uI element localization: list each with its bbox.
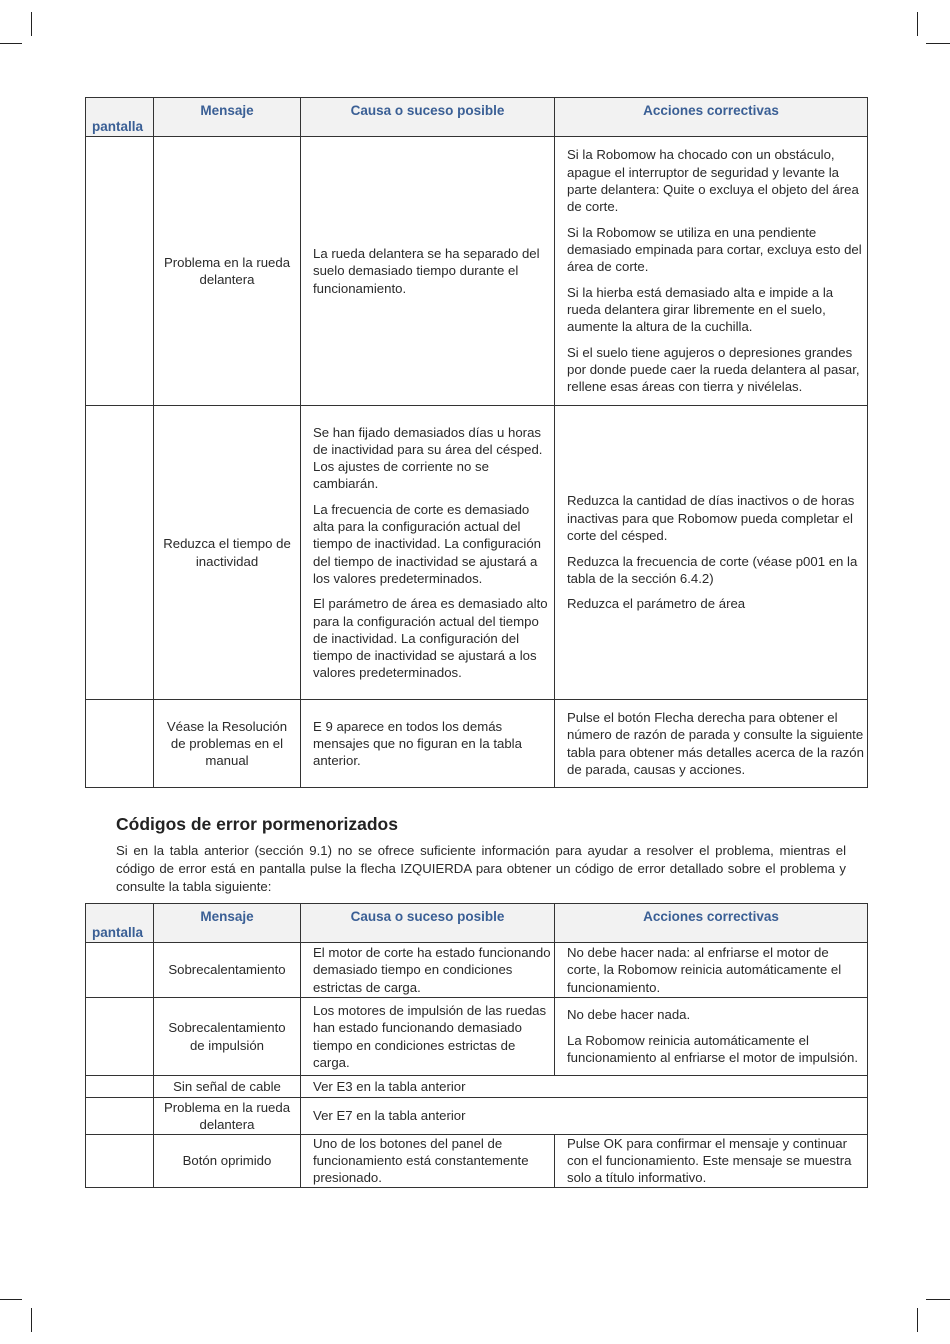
cause-cell <box>301 943 555 998</box>
merged-cell: Ver E3 en la tabla anterior <box>301 1076 868 1098</box>
action-text: Pulse OK para confirmar el mensaje y continuar con el funcionamiento. Este mensaje se muestra solo a título informativo. <box>567 1136 852 1186</box>
cause-text: Los motores de impulsión de las ruedas han estado funcionando demasiado tiempo en condiciones estrictas de carga. <box>313 1003 547 1070</box>
header-message-label: Mensaje <box>200 909 254 924</box>
header-cause <box>301 904 555 943</box>
actions-cell <box>555 137 868 406</box>
action-text: Pulse el botón Flecha derecha para obtener el número de razón de parada y consulte la siguiente tabla para obtener más detalles acerca de la razón de parada, causas y acciones. <box>567 710 864 777</box>
table-header-row <box>86 98 868 137</box>
cause-cell <box>301 1135 555 1188</box>
header-message-label: Mensaje <box>200 103 254 118</box>
table-row <box>86 137 868 406</box>
actions-cell <box>555 700 868 788</box>
merged-cell: Ver E7 en la tabla anterior <box>301 1098 868 1135</box>
cause-text: La frecuencia de corte es demasiado alta para la configuración actual del tiempo de inactividad. La configuración del tiempo de inactividad se ajustará a los valores predeterminados. <box>313 501 541 586</box>
header-message <box>154 904 301 943</box>
table-row <box>86 1098 868 1135</box>
screen-cell <box>86 700 154 788</box>
action-text: No debe hacer nada: al enfriarse el motor de corte, la Robomow reinicia automáticamente el funcionamiento. <box>567 945 842 995</box>
error-table-main <box>85 97 868 788</box>
crop-mark <box>0 43 22 44</box>
table-row <box>86 406 868 700</box>
crop-mark <box>917 1308 918 1332</box>
crop-mark <box>917 12 918 36</box>
message-cell: Sin señal de cable <box>154 1076 301 1098</box>
header-screen-label: pantalla <box>92 118 144 134</box>
header-screen <box>86 904 154 943</box>
crop-mark <box>926 43 950 44</box>
header-cause-label: Causa o suceso posible <box>350 103 505 118</box>
cause-text: Uno de los botones del panel de funcionamiento está constantemente presionado. <box>313 1136 529 1186</box>
message-cell: Reduzca el tiempo de inactividad <box>154 406 301 700</box>
header-actions-label: Acciones correctivas <box>643 103 779 118</box>
screen-cell <box>86 137 154 406</box>
header-actions <box>555 98 868 137</box>
action-text: Reduzca la cantidad de días inactivos o de horas inactivas para que Robomow pueda completar el corte del césped. <box>567 493 855 543</box>
action-text: Reduzca la frecuencia de corte (véase p001 en la tabla de la sección 6.4.2) <box>567 553 858 586</box>
message-cell: Botón oprimido <box>154 1135 301 1188</box>
cause-cell <box>301 700 555 788</box>
action-text: Si la hierba está demasiado alta e impide a la rueda delantera girar libremente en el suelo, aumente la altura de la cuchilla. <box>567 284 834 335</box>
header-message <box>154 98 301 137</box>
screen-cell <box>86 1135 154 1188</box>
message-cell: Sobrecalentamiento de impulsión <box>154 998 301 1076</box>
screen-cell <box>86 406 154 700</box>
screen-cell <box>86 943 154 998</box>
screen-cell <box>86 1098 154 1135</box>
header-screen <box>86 98 154 137</box>
action-text: La Robomow reinicia automáticamente el funcionamiento al enfriarse el motor de impulsión. <box>567 1033 859 1066</box>
screen-cell <box>86 998 154 1076</box>
action-text: Si el suelo tiene agujeros o depresiones grandes por donde puede caer la rueda delantera al pasar, rellene esas áreas con tierra y nivélelas. <box>567 344 860 395</box>
section-paragraph: Si en la tabla anterior (sección 9.1) no se ofrece suficiente información para ayudar a resolver el problema, mientras el código de error está en pantalla pulse la flecha IZQUIERDA para obtener un código de error detallado sobre el problema y consulte la tabla siguiente: <box>116 843 846 894</box>
action-text: Reduzca el parámetro de área <box>567 596 746 612</box>
table-row <box>86 998 868 1076</box>
header-actions <box>555 904 868 943</box>
actions-cell <box>555 943 868 998</box>
action-text: Si la Robomow se utiliza en una pendiente demasiado empinada para cortar, excluya esto del área de corte. <box>567 224 862 275</box>
message-cell: Véase la Resolución de problemas en el manual <box>154 700 301 788</box>
table-row <box>86 1076 868 1098</box>
section-title: Códigos de error pormenorizados <box>116 814 398 834</box>
table-row <box>86 1135 868 1188</box>
table-row <box>86 700 868 788</box>
header-actions-label: Acciones correctivas <box>643 909 779 924</box>
cause-text: E 9 aparece en todos los demás mensajes que no figuran en la tabla anterior. <box>313 718 522 769</box>
message-cell: Problema en la rueda delantera <box>154 1098 301 1135</box>
header-screen-label: pantalla <box>92 924 144 940</box>
crop-mark <box>31 12 32 36</box>
cause-text: Se han fijado demasiados días u horas de inactividad para su área del césped. Los ajustes de corriente no se cambiarán. <box>313 424 543 492</box>
cause-text: El motor de corte ha estado funcionando demasiado tiempo en condiciones estrictas de carga. <box>313 945 551 995</box>
crop-mark <box>0 1299 22 1300</box>
header-cause-label: Causa o suceso posible <box>350 909 505 924</box>
header-cause <box>301 98 555 137</box>
action-text: No debe hacer nada. <box>567 1007 691 1023</box>
cause-cell <box>301 998 555 1076</box>
cause-cell <box>301 137 555 406</box>
actions-cell <box>555 998 868 1076</box>
cause-text: El parámetro de área es demasiado alto para la configuración actual del tiempo de inactividad. La configuración del tiempo de inactividad se ajustará a los valores predeterminados. <box>313 596 548 681</box>
screen-cell <box>86 1076 154 1098</box>
crop-mark <box>926 1299 950 1300</box>
table-header-row <box>86 904 868 943</box>
message-cell: Problema en la rueda delantera <box>154 137 301 406</box>
cause-cell <box>301 406 555 700</box>
crop-mark <box>31 1308 32 1332</box>
message-cell: Sobrecalentamiento <box>154 943 301 998</box>
actions-cell <box>555 1135 868 1188</box>
table-row <box>86 943 868 998</box>
action-text: Si la Robomow ha chocado con un obstáculo, apague el interruptor de seguridad y levante la parte delantera: Quite o excluya el objeto del área de corte. <box>567 147 859 215</box>
cause-text: La rueda delantera se ha separado del suelo demasiado tiempo durante el funcionamiento. <box>313 246 540 296</box>
actions-cell <box>555 406 868 700</box>
error-table-detailed <box>85 903 868 1188</box>
